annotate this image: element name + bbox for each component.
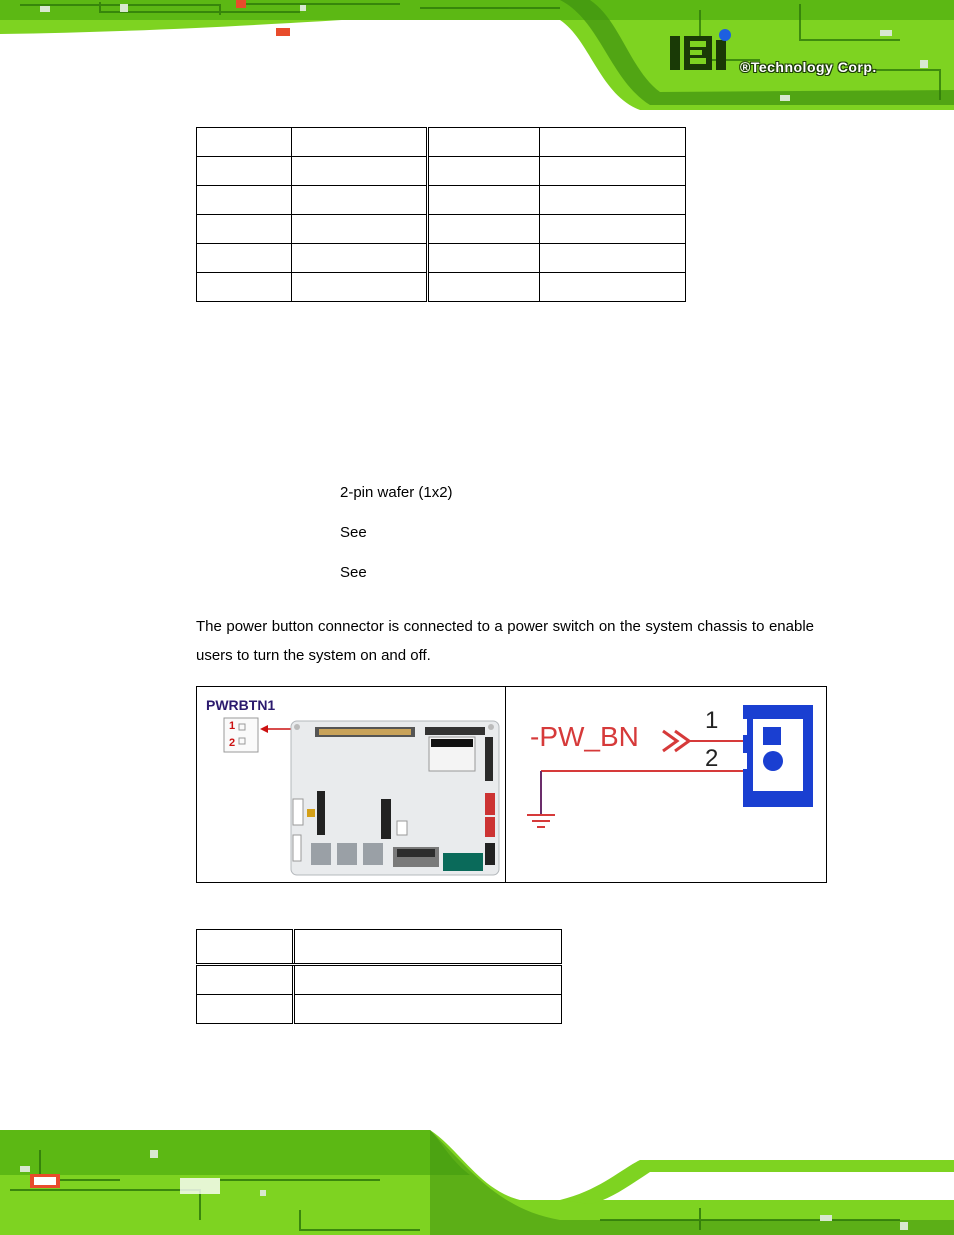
schematic-pin-1: 1: [705, 707, 719, 734]
table-row: [197, 244, 686, 273]
connector-label: PWRBTN1: [206, 697, 276, 713]
table-cell: [197, 930, 294, 965]
connector-location-value: See: [340, 524, 367, 541]
pin-1-label: 1: [229, 720, 236, 732]
table-row: [197, 157, 686, 186]
table-cell: [427, 215, 540, 244]
table-cell: [291, 215, 427, 244]
table-cell: [197, 273, 292, 302]
table-row: [197, 128, 686, 157]
table-cell: [540, 215, 686, 244]
table-cell: [291, 157, 427, 186]
table-cell: [197, 128, 292, 157]
table-cell: [293, 930, 561, 965]
table-cell: [540, 244, 686, 273]
pcb-footer-graphic: [0, 1130, 954, 1235]
header-banner: [0, 0, 954, 115]
connector-pinouts-value: See: [340, 564, 367, 581]
schematic-diagram: [517, 697, 822, 877]
table-cell: [197, 995, 294, 1024]
table-cell: [427, 273, 540, 302]
table-cell: [540, 157, 686, 186]
logo-text: ®Technology Corp.: [740, 59, 877, 75]
schematic-pin-2: 2: [705, 745, 719, 772]
schematic-signal-label: -PW_BN: [530, 721, 639, 752]
table-cell: [197, 965, 294, 995]
table-cell: [540, 186, 686, 215]
table-cell: [293, 995, 561, 1024]
table-cell: [427, 186, 540, 215]
motherboard-image: [289, 719, 501, 877]
figure-divider: [505, 687, 506, 882]
table-row: [197, 215, 686, 244]
table-cell: [197, 215, 292, 244]
footer-banner: [0, 1130, 954, 1235]
description-paragraph: The power button connector is connected to a power switch on the system chassis to enable users to turn the system on and off.: [196, 618, 814, 664]
table-cell: [427, 244, 540, 273]
table-row: [197, 186, 686, 215]
table-cell: [291, 273, 427, 302]
table-cell: [197, 157, 292, 186]
table-cell: [427, 128, 540, 157]
table-2: [196, 929, 562, 1024]
table-cell: [291, 244, 427, 273]
connector-figure: [196, 686, 827, 883]
table-cell: [540, 128, 686, 157]
iei-logo-icon: [668, 26, 928, 84]
pin-2-label: 2: [229, 737, 236, 749]
table-1: [196, 127, 686, 302]
table-cell: [291, 186, 427, 215]
connector-type-value: 2-pin wafer (1x2): [340, 484, 453, 501]
table-row: [197, 965, 562, 995]
table-header-row: [197, 930, 562, 965]
table-row: [197, 273, 686, 302]
table-cell: [197, 186, 292, 215]
table-cell: [427, 157, 540, 186]
table-cell: [293, 965, 561, 995]
table-cell: [197, 244, 292, 273]
table-row: [197, 995, 562, 1024]
table-cell: [291, 128, 427, 157]
table-cell: [540, 273, 686, 302]
